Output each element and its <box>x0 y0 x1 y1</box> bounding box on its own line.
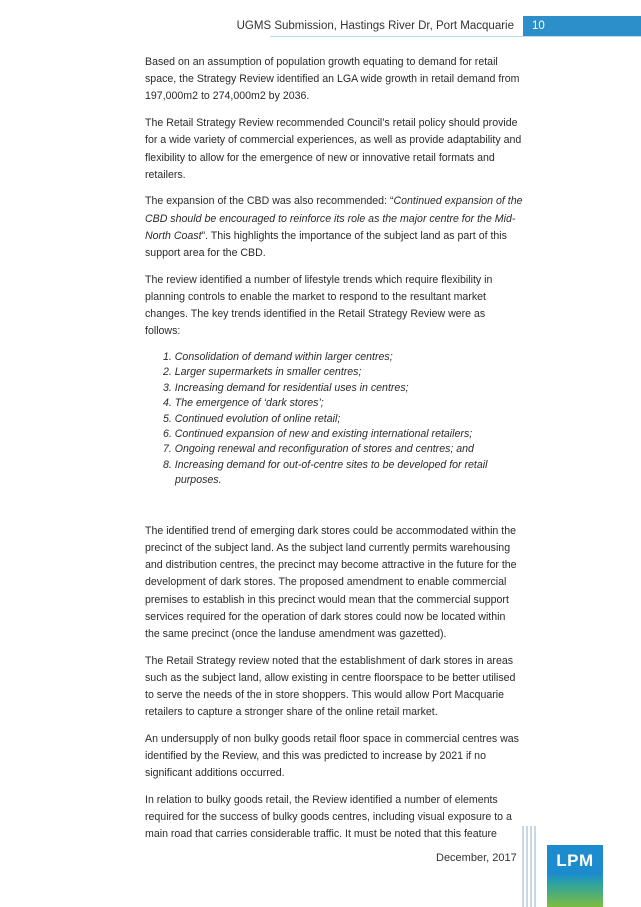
logo-text: LPM <box>556 851 594 870</box>
paragraph-cbd-expansion <box>145 193 523 262</box>
paragraph-floorspace: The Retail Strategy review noted that the establishment of dark stores in areas such as the subject land, allow existing in centre floorspace to be better utilised to serve the needs of the in store shoppers. This would allow Port Macquarie retailers to capture a stronger share of the online retail market. <box>145 654 516 719</box>
lpm-logo <box>547 845 603 907</box>
list-item: 2. Larger supermarkets in smaller centres; <box>163 366 362 379</box>
footer-bar <box>534 826 536 907</box>
footer-date: December, 2017 <box>436 852 517 864</box>
paragraph-retail-policy: The Retail Strategy Review recommended Council’s retail policy should provide for a wide variety of commercial experiences, as well as provide adaptability and flexibility to allow for the emergence of new or innovative retail formats and retailers. <box>145 117 522 181</box>
body-content <box>145 54 523 853</box>
list-item: 5. Continued evolution of online retail; <box>163 412 341 425</box>
list-item <box>163 458 523 489</box>
list-item: 3. Increasing demand for residential uses in centres; <box>163 381 409 394</box>
paragraph-undersupply: An undersupply of non bulky goods retail floor space in commercial centres was identified by the Review, and this was predicted to increase by 2021 if no significant additions occurred. <box>145 732 519 780</box>
footer-bar <box>526 826 528 907</box>
page-header <box>237 16 641 36</box>
header-rule <box>270 36 641 37</box>
paragraph-dark-stores: The identified trend of emerging dark stores could be accommodated within the precinct of the subject land. As the subject land currently permits warehousing and distribution centres, the precinct may become attractive in the future for the development of dark stores. The proposed amendment to enable commercial premises to establish in this precinct would mean that the commercial support services required for the operation of dark stores could now be located within the same precinct (once the landuse amendment was gazetted). <box>145 524 517 640</box>
trend-8-continuation: purposes. <box>175 474 222 487</box>
paragraph-retail-demand: Based on an assumption of population growth equating to demand for retail space, the Strategy Review identified an LGA wide growth in retail demand from 197,000m2 to 274,000m2 by 2036. <box>145 56 520 103</box>
trends-list <box>163 350 523 489</box>
footer-bar <box>522 826 524 907</box>
paragraph-bulky-goods: In relation to bulky goods retail, the Review identified a number of elements required for the success of bulky goods centres, including visual exposure to a main road that carries considerable traffic. It must be noted that this feature <box>145 794 512 841</box>
footer-decoration <box>522 826 542 907</box>
page-number: 10 <box>523 16 641 36</box>
paragraph-lifestyle-trends: The review identified a number of lifestyle trends which require flexibility in planning controls to enable the market to respond to the resultant market changes. The key trends identified in the Retail Strategy Review were as follows: <box>145 273 493 338</box>
trend-8-text: 8. Increasing demand for out-of-centre sites to be developed for retail <box>163 458 488 471</box>
header-title: UGMS Submission, Hastings River Dr, Port Macquarie <box>236 20 514 32</box>
list-item: 4. The emergence of ‘dark stores’; <box>163 397 324 410</box>
list-item: 1. Consolidation of demand within larger centres; <box>163 351 393 364</box>
cbd-lead-text: The expansion of the CBD was also recommended: “ <box>145 195 394 208</box>
cbd-quote: Continued expansion of the CBD should be encouraged to reinforce its role as the major centre for the Mid-North Coast <box>145 195 523 242</box>
list-item: 7. Ongoing renewal and reconfiguration of stores and centres; and <box>163 443 474 456</box>
list-item: 6. Continued expansion of new and existing international retailers; <box>163 428 473 441</box>
footer-bar <box>530 826 532 907</box>
cbd-tail-text: ”. This highlights the importance of the subject land as part of this support area for the CBD. <box>145 229 507 260</box>
